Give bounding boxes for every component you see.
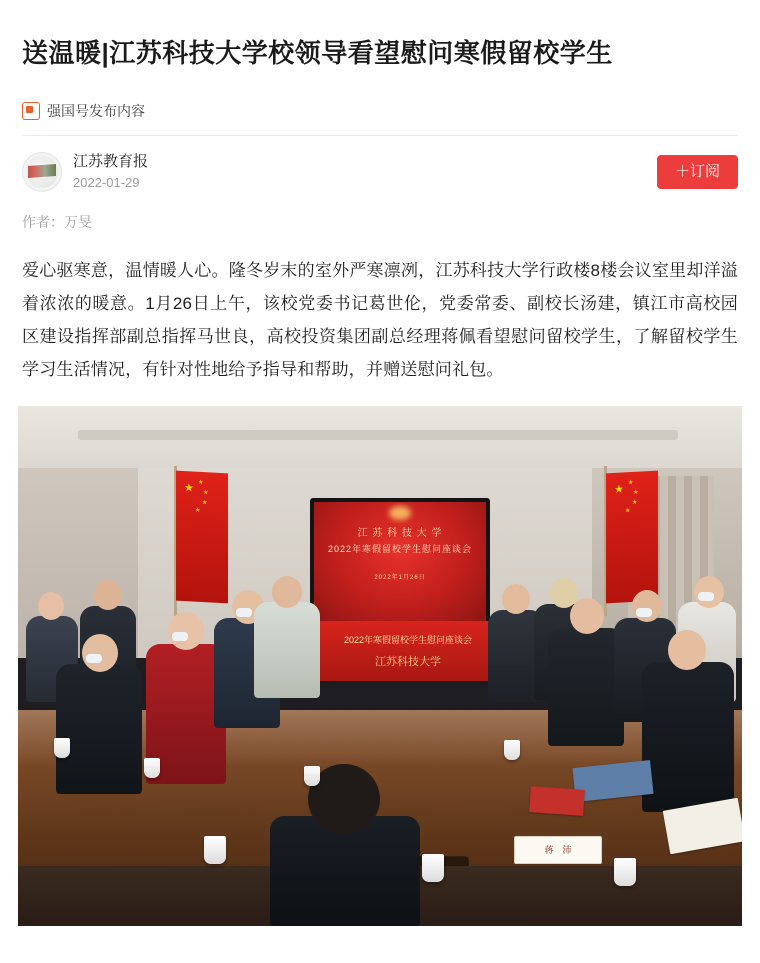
article-page (0, 17, 760, 963)
screen-line-2: 2022年寒假留校学生慰问座谈会 (327, 543, 473, 554)
person-head (570, 598, 604, 634)
photo-ceiling (18, 406, 742, 468)
flag-star-icon: ★ (632, 499, 638, 506)
screen-glow (389, 506, 411, 520)
face-mask (172, 632, 188, 641)
person-head (168, 612, 204, 650)
paper-cup (204, 836, 226, 864)
paper-cup (304, 766, 320, 786)
person-head (272, 576, 302, 608)
account-info (73, 152, 148, 192)
flag-star-icon: ★ (628, 479, 634, 487)
article-image-container (0, 386, 760, 926)
person (642, 662, 734, 812)
paper-cup (422, 854, 444, 882)
chinese-flag-left (176, 470, 228, 603)
gift-box (529, 786, 585, 816)
face-mask (86, 654, 102, 663)
person-head (82, 634, 118, 672)
flag-star-icon: ★ (625, 507, 631, 515)
paper-cup (504, 740, 520, 760)
flag-star-icon: ★ (195, 507, 201, 514)
person (548, 628, 624, 746)
account-name[interactable]: 江苏教育报 (73, 152, 149, 170)
author-line: 作者：万旻 (22, 213, 92, 230)
banner-line-1: 2022年寒假留校学生慰问座谈会 (343, 634, 473, 645)
subscribe-button[interactable]: ＋订阅 (657, 155, 738, 189)
paper-cup (614, 858, 636, 886)
presentation-screen (310, 498, 490, 626)
person-head (94, 580, 122, 610)
flag-star-icon: ★ (633, 489, 639, 496)
red-banner (318, 621, 498, 681)
person-foreground (270, 816, 420, 926)
flag-star-icon: ★ (198, 479, 204, 486)
name-plate: 蒋 沛 (514, 836, 602, 864)
person-head (38, 592, 64, 620)
screen-line-3: 2022年1月26日 (374, 574, 426, 581)
face-mask (236, 608, 252, 617)
paper-cup (144, 758, 160, 778)
strong-nation-badge-icon (22, 102, 40, 120)
paper-cup (54, 738, 70, 758)
person-head (632, 590, 662, 622)
flag-star-icon: ★ (202, 499, 208, 507)
flag-star-icon: ★ (614, 483, 624, 496)
person-head (668, 630, 706, 670)
chinese-flag-right (606, 470, 658, 603)
avatar[interactable] (22, 152, 62, 192)
source-label: 强国号发布内容 (47, 102, 145, 119)
account-row (0, 136, 760, 192)
article-body: 爱心驱寒意，温情暖人心。隆冬岁末的室外严寒凛冽，江苏科技大学行政楼8楼会议室里却洋溢着浓浓的暖意。1月26日上午，该校党委书记葛世伦，党委常委、副校长汤建，镇江市高校园区建设指挥部副总指挥马世良，高校投资集团副总经理蒋佩看望慰问留校学生，了解留校学生学习生活情况，有针对性地给予指导和帮助，并赠送慰问礼包。 (22, 260, 738, 379)
face-mask (636, 608, 652, 617)
face-mask (698, 592, 714, 601)
avatar-emblem-icon (28, 164, 56, 178)
flag-star-icon: ★ (203, 489, 209, 497)
flag-star-icon: ★ (184, 481, 194, 495)
source-row (0, 89, 760, 121)
screen-content (314, 502, 486, 622)
person (254, 602, 320, 698)
screen-line-1: 江 苏 科 技 大 学 (357, 527, 443, 539)
meeting-photo[interactable] (18, 406, 742, 926)
person (56, 664, 142, 794)
banner-line-2: 江苏科技大学 (375, 655, 441, 668)
person-head (502, 584, 530, 614)
publish-date: 2022-01-29 (73, 174, 140, 190)
page-title: 送温暖|江苏科技大学校领导看望慰问寒假留校学生 (22, 38, 613, 69)
